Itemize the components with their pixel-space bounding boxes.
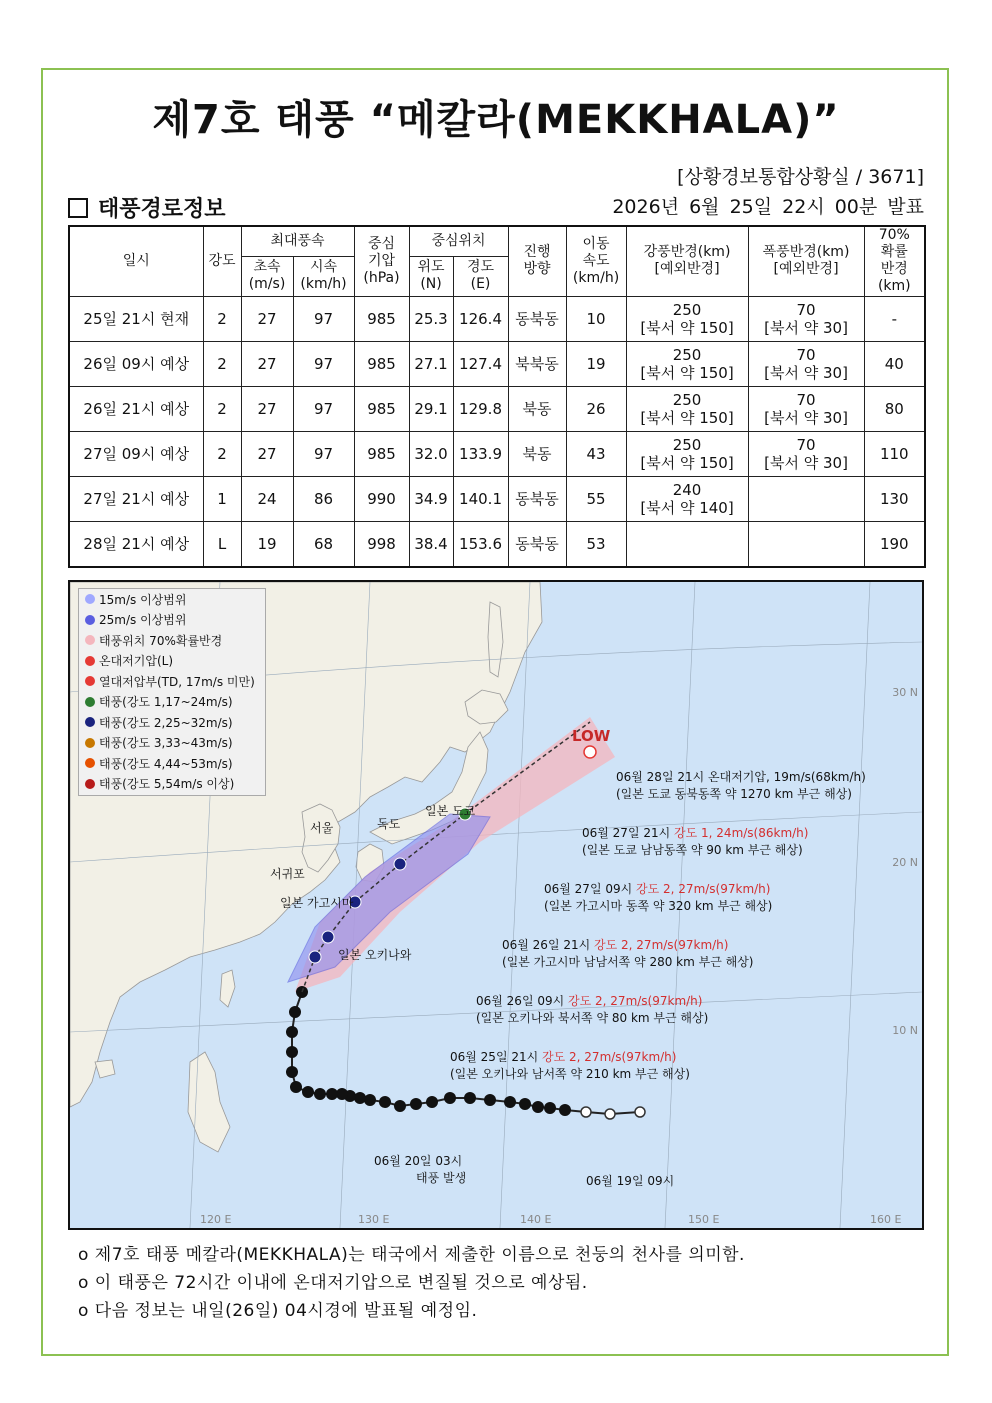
legend-label: 열대저압부(TD, 17m/s 미만) — [99, 674, 255, 689]
cell-time: 27일 09시 예상 — [69, 431, 203, 476]
cell-dir: 북동 — [508, 431, 566, 476]
cell-spd: 10 — [566, 296, 626, 341]
cell-ms: 24 — [241, 476, 293, 521]
cell-spd: 43 — [566, 431, 626, 476]
cell-lon: 153.6 — [453, 521, 508, 567]
cell-dir: 동북동 — [508, 296, 566, 341]
typhoon-past-icon — [286, 1046, 298, 1058]
cell-storm-value: 250 — [672, 435, 702, 454]
cell-spd: 53 — [566, 521, 626, 567]
typhoon-past-icon — [289, 1006, 301, 1018]
legend-item — [79, 753, 265, 774]
cell-intensity: 2 — [203, 341, 241, 386]
cell-gale-exception: [북서 약 30] — [764, 318, 848, 337]
cell-gale-radius — [748, 521, 864, 567]
cell-ms: 27 — [241, 341, 293, 386]
typhoon-past-icon — [314, 1088, 326, 1100]
legend-item — [79, 774, 265, 795]
cell-storm-exception: [북서 약 140] — [640, 498, 734, 517]
cell-kmh: 86 — [293, 476, 354, 521]
cell-gale-radius — [748, 341, 864, 386]
cell-lat: 25.3 — [409, 296, 453, 341]
cell-spd: 26 — [566, 386, 626, 431]
cell-storm-exception: [북서 약 150] — [640, 453, 734, 472]
cell-kmh: 97 — [293, 341, 354, 386]
header-lat: 위도 (N) — [409, 256, 453, 296]
place-seogwipo: 서귀포 — [270, 867, 305, 881]
cell-hpa: 985 — [354, 431, 409, 476]
typhoon-past-icon — [286, 1026, 298, 1038]
forecast-annotation: 06월 26일 21시 강도 2, 27m/s(97km/h) (일본 가고시마 남남서쪽 약 280 km 부근 해상) — [502, 938, 754, 969]
cell-gale-value: 70 — [796, 345, 816, 364]
typhoon-past-icon — [354, 1092, 366, 1104]
cell-intensity: 2 — [203, 296, 241, 341]
legend-item — [79, 610, 265, 631]
legend-swatch-icon — [85, 697, 95, 707]
cell-storm-radius — [626, 431, 748, 476]
typhoon-past-icon — [410, 1098, 422, 1110]
legend-swatch-icon — [85, 779, 95, 789]
typhoon-past-icon — [379, 1096, 391, 1108]
typhoon-past-icon — [519, 1098, 531, 1110]
place-okinawa: 일본 오키나와 — [338, 948, 412, 962]
section-title: 태풍경로정보 — [98, 197, 226, 222]
legend-swatch-icon — [85, 676, 95, 686]
cell-lat: 29.1 — [409, 386, 453, 431]
cell-gale-radius — [748, 386, 864, 431]
cell-prob: 190 — [864, 521, 925, 567]
cell-dir: 북동 — [508, 386, 566, 431]
cell-prob: - — [864, 296, 925, 341]
issued-time: 2026년 6월 25일 22시 00분 발표 — [612, 196, 924, 218]
cell-time: 25일 21시 현재 — [69, 296, 203, 341]
track-map — [68, 580, 924, 1230]
legend-label: 25m/s 이상범위 — [99, 613, 187, 628]
tropical-depression-icon — [581, 1107, 591, 1117]
cell-gale-radius — [748, 431, 864, 476]
start-label: 06월 19일 09시 — [586, 1174, 675, 1188]
typhoon-intensity-2-icon — [394, 858, 406, 870]
cell-storm-radius — [626, 386, 748, 431]
taiwan — [220, 970, 235, 1007]
table-row — [69, 521, 925, 567]
cell-lat: 34.9 — [409, 476, 453, 521]
cell-intensity: 2 — [203, 431, 241, 476]
cell-time: 26일 21시 예상 — [69, 386, 203, 431]
typhoon-past-icon — [504, 1096, 516, 1108]
typhoon-past-icon — [286, 1066, 298, 1078]
legend-label: 태풍(강도 3,33~43m/s) — [99, 736, 233, 751]
cell-intensity: L — [203, 521, 241, 567]
legend-label: 태풍(강도 4,44~53m/s) — [99, 756, 233, 771]
hainan — [95, 1060, 115, 1078]
cell-prob: 40 — [864, 341, 925, 386]
cell-dir: 동북동 — [508, 521, 566, 567]
cell-ms: 27 — [241, 386, 293, 431]
cell-kmh: 68 — [293, 521, 354, 567]
typhoon-past-icon — [444, 1092, 456, 1104]
cell-gale-exception: [북서 약 30] — [764, 408, 848, 427]
legend-swatch-icon — [85, 738, 95, 748]
office-label: [상황경보통합상황실 / 3671] — [677, 166, 924, 188]
cell-storm-value: 250 — [672, 300, 702, 319]
page-title: 제7호 태풍 “메칼라(MEKKHALA)” — [152, 97, 840, 143]
typhoon-past-icon — [326, 1088, 338, 1100]
cell-lat: 32.0 — [409, 431, 453, 476]
cell-hpa: 985 — [354, 296, 409, 341]
grid-line — [840, 582, 870, 1228]
header-direction: 진행 방향 — [508, 226, 566, 296]
legend-label: 태풍(강도 2,25~32m/s) — [99, 715, 233, 730]
cell-storm-radius — [626, 341, 748, 386]
legend-swatch-icon — [85, 758, 95, 768]
cell-time: 27일 21시 예상 — [69, 476, 203, 521]
header-max-wind: 최대풍속 — [241, 226, 354, 256]
legend-swatch-icon — [85, 635, 95, 645]
cell-lon: 129.8 — [453, 386, 508, 431]
cell-ms: 19 — [241, 521, 293, 567]
cell-lon: 127.4 — [453, 341, 508, 386]
legend-item — [79, 651, 265, 672]
legend-swatch-icon — [85, 717, 95, 727]
typhoon-intensity-2-icon — [309, 951, 321, 963]
table-row — [69, 476, 925, 521]
forecast-annotation: 06월 27일 09시 강도 2, 27m/s(97km/h) (일본 가고시마 동쪽 약 320 km 부근 해상) — [544, 882, 773, 913]
header-prob-radius: 70% 확률 반경 (km) — [864, 226, 925, 296]
cell-kmh: 97 — [293, 431, 354, 476]
cell-storm-value: 240 — [672, 480, 702, 499]
cell-lon: 126.4 — [453, 296, 508, 341]
cell-lat: 27.1 — [409, 341, 453, 386]
cell-time: 26일 09시 예상 — [69, 341, 203, 386]
place-kagoshima: 일본 가고시마 — [280, 896, 354, 910]
tropical-depression-icon — [605, 1109, 615, 1119]
header-lon: 경도 (E) — [453, 256, 508, 296]
cell-gale-value: 70 — [796, 300, 816, 319]
cell-ms: 27 — [241, 296, 293, 341]
cell-kmh: 97 — [293, 296, 354, 341]
cell-intensity: 1 — [203, 476, 241, 521]
forecast-annotation: 06월 26일 09시 강도 2, 27m/s(97km/h) (일본 오키나와 북서쪽 약 80 km 부근 해상) — [476, 994, 709, 1025]
legend-item — [79, 589, 265, 610]
cell-hpa: 990 — [354, 476, 409, 521]
legend-item — [79, 733, 265, 754]
lon-label-160: 160 E — [870, 1213, 902, 1226]
lat-label-30: 30 N — [892, 686, 918, 699]
lon-label-120: 120 E — [200, 1213, 232, 1226]
typhoon-past-icon — [302, 1086, 314, 1098]
table-row — [69, 341, 925, 386]
cell-dir: 동북동 — [508, 476, 566, 521]
cell-time: 28일 21시 예상 — [69, 521, 203, 567]
typhoon-past-icon — [544, 1102, 556, 1114]
cell-lon: 133.9 — [453, 431, 508, 476]
typhoon-past-icon — [290, 1081, 302, 1093]
typhoon-past-icon — [484, 1094, 496, 1106]
legend-item — [79, 630, 265, 651]
cell-prob: 110 — [864, 431, 925, 476]
typhoon-track-table — [68, 225, 926, 568]
cell-storm-radius — [626, 296, 748, 341]
legend-label: 태풍위치 70%확률반경 — [99, 633, 223, 648]
section-heading — [68, 192, 226, 223]
cell-gale-radius — [748, 296, 864, 341]
place-seoul: 서울 — [310, 821, 334, 835]
typhoon-past-icon — [464, 1092, 476, 1104]
typhoon-past-icon — [394, 1100, 406, 1112]
cell-gale-value: 70 — [796, 390, 816, 409]
cell-storm-exception: [북서 약 150] — [640, 408, 734, 427]
forecast-annotation: 06월 28일 21시 온대저기압, 19m/s(68km/h) (일본 도쿄 동북동쪽 약 1270 km 부근 해상) — [616, 770, 866, 801]
legend-label: 태풍(강도 1,17~24m/s) — [99, 695, 233, 710]
cell-dir: 북북동 — [508, 341, 566, 386]
lon-label-150: 150 E — [688, 1213, 720, 1226]
header-pressure: 중심 기압 (hPa) — [354, 226, 409, 296]
cell-spd: 55 — [566, 476, 626, 521]
cell-gale-radius — [748, 476, 864, 521]
legend-label: 15m/s 이상범위 — [99, 592, 187, 607]
place-dokdo: 독도 — [377, 817, 401, 831]
cell-hpa: 998 — [354, 521, 409, 567]
header-intensity: 강도 — [203, 226, 241, 296]
map-legend — [78, 588, 266, 796]
forecast-annotation: 06월 25일 21시 강도 2, 27m/s(97km/h) (일본 오키나와 남서쪽 약 210 km 부근 해상) — [450, 1050, 690, 1081]
place-tokyo: 일본 도쿄 — [425, 804, 476, 818]
legend-swatch-icon — [85, 594, 95, 604]
header-time: 일시 — [69, 226, 203, 296]
cell-storm-value: 250 — [672, 345, 702, 364]
cell-storm-exception: [북서 약 150] — [640, 363, 734, 382]
legend-swatch-icon — [85, 656, 95, 666]
cell-ms: 27 — [241, 431, 293, 476]
cell-gale-exception: [북서 약 30] — [764, 453, 848, 472]
table-row — [69, 386, 925, 431]
tropical-depression-icon — [635, 1107, 645, 1117]
note-1: o 제7호 태풍 메칼라(MEKKHALA)는 태국에서 제출한 이름으로 천둥의 천사를 의미함. — [78, 1245, 745, 1265]
legend-swatch-icon — [85, 615, 95, 625]
cell-prob: 130 — [864, 476, 925, 521]
header-storm-radius: 강풍반경(km) [예외반경] — [626, 226, 748, 296]
cell-lat: 38.4 — [409, 521, 453, 567]
cell-hpa: 985 — [354, 341, 409, 386]
legend-item — [79, 671, 265, 692]
cell-hpa: 985 — [354, 386, 409, 431]
cell-intensity: 2 — [203, 386, 241, 431]
cell-gale-exception: [북서 약 30] — [764, 363, 848, 382]
checkbox-icon — [68, 198, 88, 218]
cell-spd: 19 — [566, 341, 626, 386]
cell-storm-exception: [북서 약 150] — [640, 318, 734, 337]
typhoon-past-icon — [532, 1101, 544, 1113]
legend-label: 온대저기압(L) — [99, 654, 174, 669]
genesis-label: 06월 20일 03시 태풍 발생 — [373, 1154, 467, 1185]
lon-label-140: 140 E — [520, 1213, 552, 1226]
table-row — [69, 431, 925, 476]
cell-storm-radius — [626, 521, 748, 567]
typhoon-intensity-2-icon — [322, 931, 334, 943]
cell-gale-value: 70 — [796, 435, 816, 454]
low-label: LOW — [572, 727, 611, 745]
legend-item — [79, 712, 265, 733]
header-position: 중심위치 — [409, 226, 508, 256]
legend-label: 태풍(강도 5,54m/s 이상) — [99, 777, 235, 792]
cell-kmh: 97 — [293, 386, 354, 431]
header-wind-ms: 초속 (m/s) — [241, 256, 293, 296]
typhoon-past-icon — [559, 1104, 571, 1116]
cell-lon: 140.1 — [453, 476, 508, 521]
note-3: o 다음 정보는 내일(26일) 04시경에 발표될 예정임. — [78, 1301, 478, 1321]
cell-storm-radius — [626, 476, 748, 521]
legend-item — [79, 692, 265, 713]
typhoon-past-icon — [364, 1094, 376, 1106]
table-row — [69, 296, 925, 341]
note-2: o 이 태풍은 72시간 이내에 온대저기압으로 변질될 것으로 예상됨. — [78, 1273, 588, 1293]
header-speed: 이동 속도 (km/h) — [566, 226, 626, 296]
header-gale-radius: 폭풍반경(km) [예외반경] — [748, 226, 864, 296]
lat-label-10: 10 N — [892, 1024, 918, 1037]
header-wind-kmh: 시속 (km/h) — [293, 256, 354, 296]
lon-label-130: 130 E — [358, 1213, 390, 1226]
extratropical-low-icon — [584, 746, 596, 758]
cell-storm-value: 250 — [672, 390, 702, 409]
cell-prob: 80 — [864, 386, 925, 431]
lat-label-20: 20 N — [892, 856, 918, 869]
typhoon-past-icon — [426, 1096, 438, 1108]
forecast-annotation: 06월 27일 21시 강도 1, 24m/s(86km/h) (일본 도쿄 남남동쪽 약 90 km 부근 해상) — [582, 826, 809, 857]
